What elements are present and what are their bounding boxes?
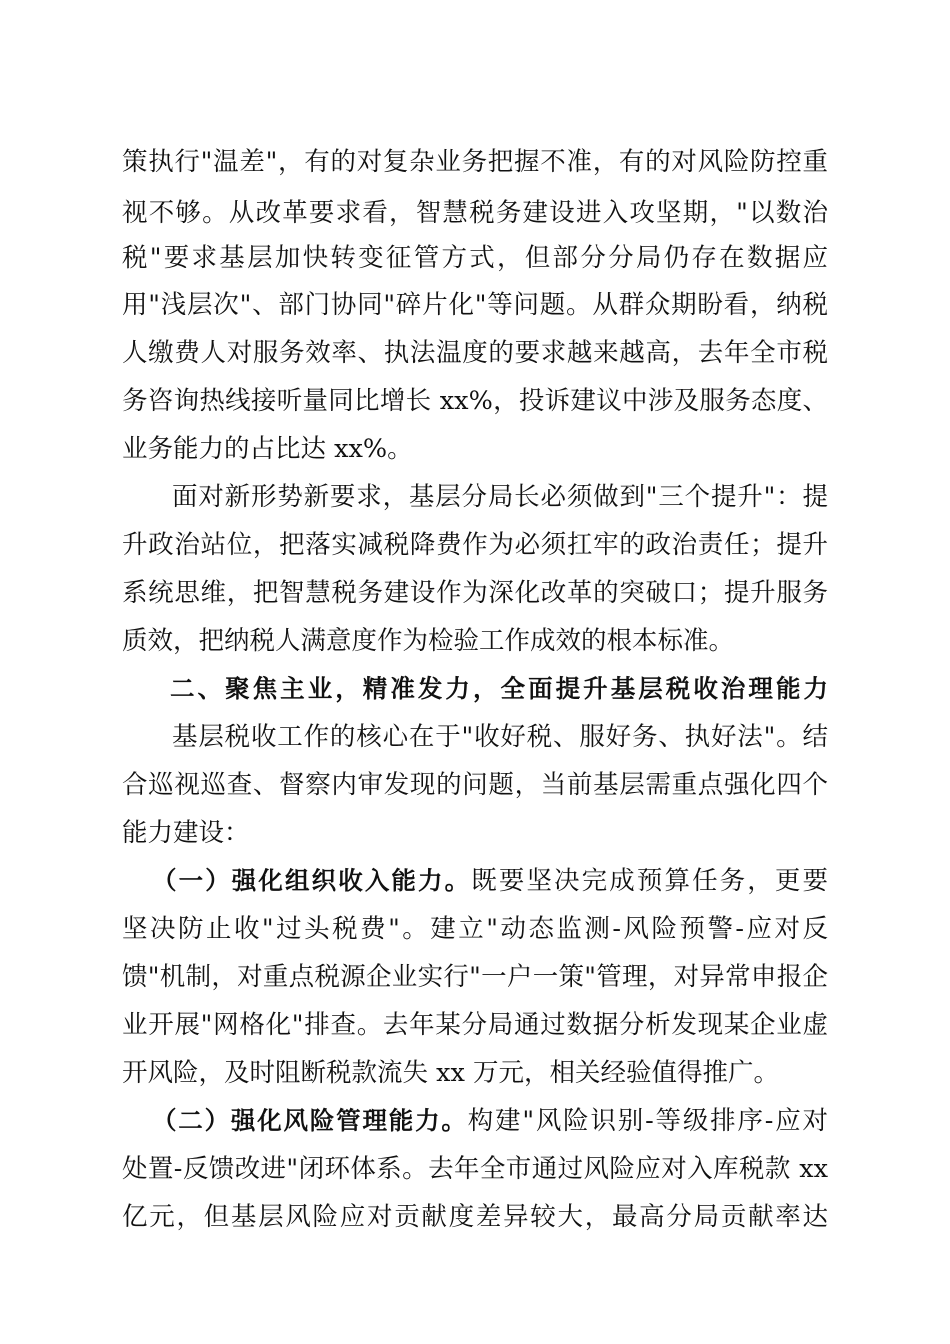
text-line: 用"浅层次"、部门协同"碎片化"等问题。从群众期盼看，纳税 (122, 290, 828, 320)
section-heading: 二、聚焦主业，精准发力，全面提升基层税收治理能力 (170, 674, 828, 703)
text-line: 合巡视巡查、督察内审发现的问题，当前基层需重点强化四个 (122, 770, 828, 800)
text-line: 能力建设： (122, 818, 250, 848)
subsection-title: （二）强化风险管理能力。 (152, 1106, 468, 1135)
text-line: 开风险，及时阻断税款流失 xx 万元，相关经验值得推广。 (122, 1058, 779, 1088)
text-line: 坚决防止收"过头税费"。建立"动态监测-风险预警-应对反 (122, 914, 828, 944)
text-line: 税"要求基层加快转变征管方式，但部分分局仍存在数据应 (122, 243, 828, 273)
text-fragment: 构建"风险识别-等级排序-应对 (467, 1106, 829, 1136)
text-line: 人缴费人对服务效率、执法温度的要求越来越高，去年全市税 (122, 338, 828, 368)
text-line: 业务能力的占比达 xx%。 (122, 434, 413, 464)
subsection-first-line (152, 1104, 828, 1138)
text-line: 务咨询热线接听量同比增长 xx%，投诉建议中涉及服务态度、 (122, 386, 828, 416)
text-line: 升政治站位，把落实减税降费作为必须扛牢的政治责任；提升 (122, 530, 828, 560)
subsection-first-line (152, 864, 828, 898)
text-line: 基层税收工作的核心在于"收好税、服好务、执好法"。结 (172, 722, 828, 752)
text-line: 视不够。从改革要求看，智慧税务建设进入攻坚期，"以数治 (122, 198, 828, 228)
text-fragment: 既要坚决完成预算任务，更要 (471, 866, 828, 896)
text-line: 处置-反馈改进"闭环体系。去年全市通过风险应对入库税款 xx (122, 1154, 828, 1184)
text-line: 策执行"温差"，有的对复杂业务把握不准，有的对风险防控重 (122, 147, 828, 177)
text-line: 面对新形势新要求，基层分局长必须做到"三个提升"：提 (172, 482, 828, 512)
text-line: 质效，把纳税人满意度作为检验工作成效的根本标准。 (122, 626, 735, 656)
text-line: 业开展"网格化"排查。去年某分局通过数据分析发现某企业虚 (122, 1010, 828, 1040)
text-line: 亿元，但基层风险应对贡献度差异较大，最高分局贡献率达 (122, 1202, 828, 1232)
subsection-title: （一）强化组织收入能力。 (152, 866, 472, 895)
text-line: 系统思维，把智慧税务建设作为深化改革的突破口；提升服务 (122, 578, 828, 608)
text-line: 馈"机制，对重点税源企业实行"一户一策"管理，对异常申报企 (122, 962, 828, 992)
